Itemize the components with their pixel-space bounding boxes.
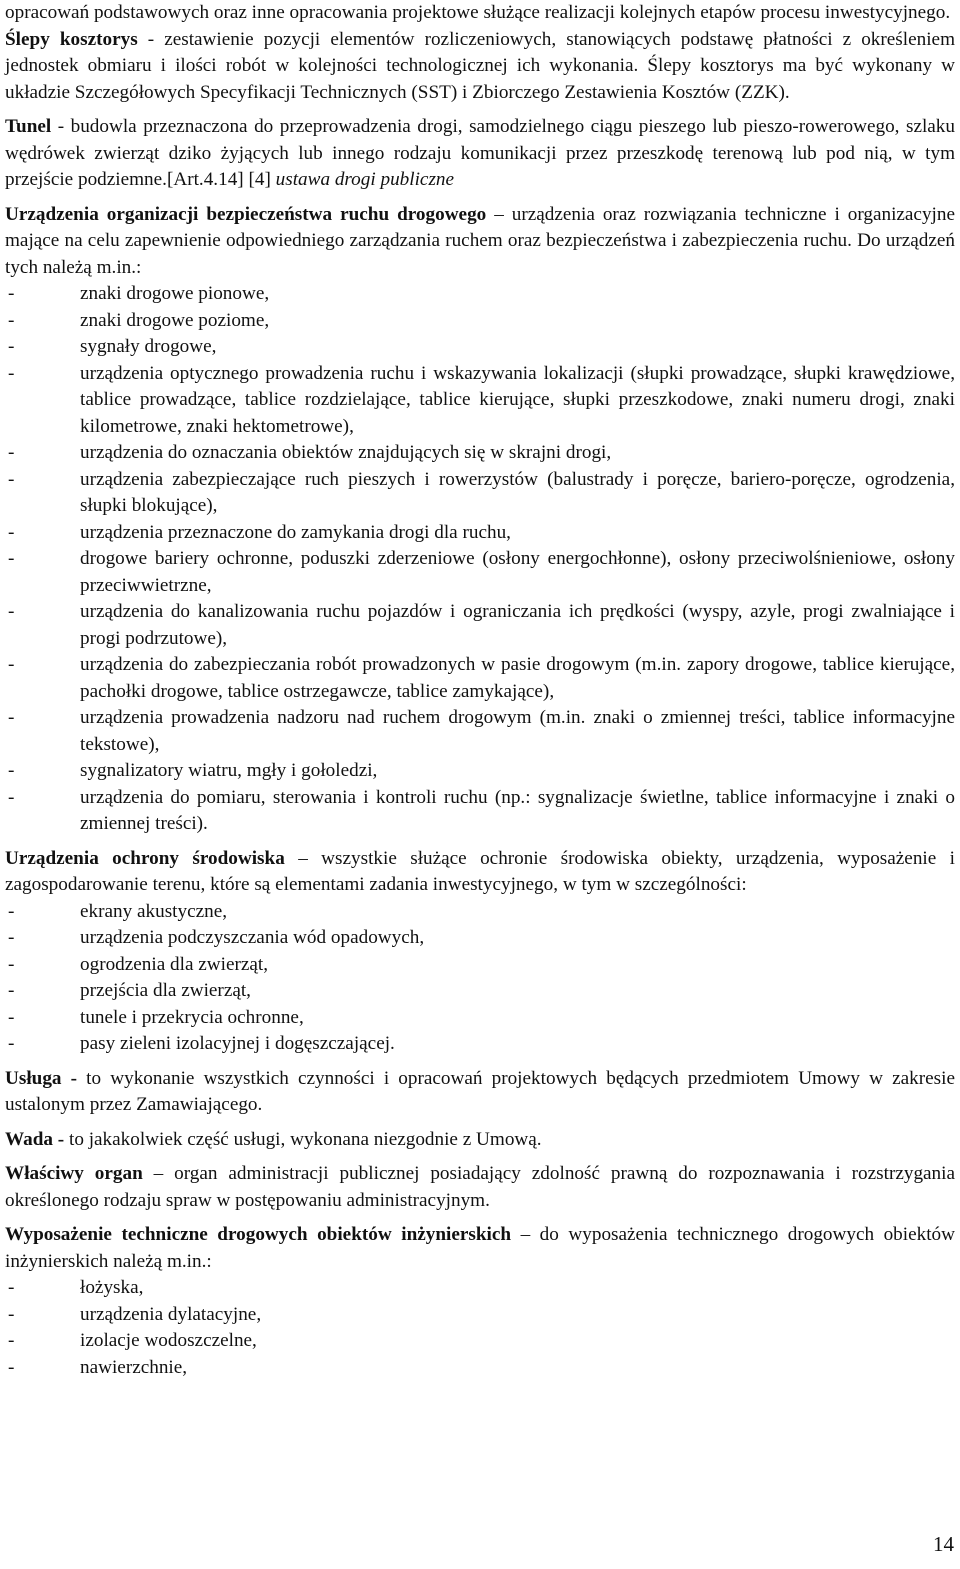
term-wlasciwy-organ: Właściwy organ bbox=[5, 1163, 143, 1184]
definition-text: – urządzenia oraz rozwiązania techniczne i organizacyjne mające na celu zapewnienie odpowiedniego zarządzania ruchem oraz bezpieczeństwa i zabezpieczenia ruchu. Do urządzeń tych należą m.in.: bbox=[5, 203, 955, 278]
list-item: - urządzenia podczyszczania wód opadowych, bbox=[5, 925, 955, 952]
list-item: - pasy zieleni izolacyjnej i dogęszczającej. bbox=[5, 1031, 955, 1058]
list-item: - urządzenia optycznego prowadzenia ruchu i wskazywania lokalizacji (słupki prowadzące, słupki krawędziowe, tablice prowadzące, tablice rozdzielające, tablice kierujące, słupki przeszkodowe, znaki numeru drogi, znaki kilometrowe, znaki hektometrowe), bbox=[5, 361, 955, 441]
list-item: - urządzenia do zabezpieczania robót prowadzonych w pasie drogowym (m.in. zapory drogowe, tablice kierujące, pachołki drogowe, tablice ostrzegawcze, tablice zamykające), bbox=[5, 652, 955, 705]
definition-text: – wszystkie służące ochronie środowiska obiekty, urządzenia, wyposażenie i zagospodarowanie terenu, które są elementami zadania inwestycyjnego, w tym w szczególności: bbox=[5, 847, 955, 895]
list-item: - nawierzchnie, bbox=[5, 1355, 955, 1382]
list-item: - przejścia dla zwierząt, bbox=[5, 978, 955, 1005]
definition-urzadzenia-ochrony bbox=[5, 846, 955, 899]
document-page bbox=[5, 0, 955, 1381]
list-item: - tunele i przekrycia ochronne, bbox=[5, 1005, 955, 1032]
list-item: - ogrodzenia dla zwierząt, bbox=[5, 952, 955, 979]
list-item: - urządzenia do kanalizowania ruchu pojazdów i ograniczania ich prędkości (wyspy, azyle, progi zwalniające i progi podrzutowe), bbox=[5, 599, 955, 652]
term-tunel: Tunel bbox=[5, 116, 52, 137]
term-urzadzenia-ochrony: Urządzenia ochrony środowiska bbox=[5, 847, 285, 869]
definition-wyposazenie bbox=[5, 1222, 955, 1275]
list-item: - urządzenia do pomiaru, sterowania i kontroli ruchu (np.: sygnalizacje świetlne, tablice informacyjne i znaki o zmiennej treści). bbox=[5, 785, 955, 838]
list-item: - urządzenia dylatacyjne, bbox=[5, 1302, 955, 1329]
definition-text: – organ administracji publicznej posiadający zdolność prawną do rozpoznawania i rozstrzygania określonego rodzaju spraw w postępowaniu administracyjnym. bbox=[5, 1163, 955, 1211]
list-item: - urządzenia prowadzenia nadzoru nad ruchem drogowym (m.in. znaki o zmiennej treści, tablice informacyjne tekstowe), bbox=[5, 705, 955, 758]
list-item: - urządzenia zabezpieczające ruch pieszych i rowerzystów (balustrady i poręcze, bariero-poręcze, ogrodzenia, słupki blokujące), bbox=[5, 467, 955, 520]
term-usluga: Usługa - bbox=[5, 1067, 78, 1089]
definition-text: to wykonanie wszystkich czynności i opracowań projektowych będących przedmiotem Umowy w zakresie ustalonym przez Zamawiającego. bbox=[5, 1067, 955, 1115]
definition-slepy-kosztorys bbox=[5, 27, 955, 107]
term-wyposazenie: Wyposażenie techniczne drogowych obiektów inżynierskich bbox=[5, 1224, 512, 1245]
definition-text: - budowla przeznaczona do przeprowadzenia drogi, samodzielnego ciągu pieszego lub pieszo-rowerowego, szlaku wędrówek zwierząt dziko żyjących lub innego rodzaju komunikacji przez przeszkodę terenową lub pod nią, w tym przejście podziemne.[Art.4.14] [4] bbox=[5, 116, 955, 190]
list-item: - sygnalizatory wiatru, mgły i gołoledzi, bbox=[5, 758, 955, 785]
definition-urzadzenia-brd bbox=[5, 202, 955, 282]
list-item: - izolacje wodoszczelne, bbox=[5, 1328, 955, 1355]
term-urzadzenia-brd: Urządzenia organizacji bezpieczeństwa ruchu drogowego bbox=[5, 203, 487, 225]
definition-wada bbox=[5, 1127, 955, 1154]
continuation-paragraph: opracowań podstawowych oraz inne opracowania projektowe służące realizacji kolejnych etapów procesu inwestycyjnego. bbox=[5, 2, 951, 23]
definition-text: – do wyposażenia technicznego drogowych obiektów inżynierskich należą m.in.: bbox=[5, 1224, 956, 1272]
definition-tunel bbox=[5, 114, 955, 194]
page-number: 14 bbox=[933, 1532, 954, 1556]
brd-list bbox=[5, 281, 955, 838]
source-reference: ustawa drogi publiczne bbox=[275, 169, 455, 190]
list-item: - znaki drogowe pionowe, bbox=[5, 281, 955, 308]
wyposazenie-list bbox=[5, 1275, 955, 1381]
term-slepy-kosztorys: Ślepy kosztorys bbox=[5, 28, 138, 50]
definition-text: - zestawienie pozycji elementów rozliczeniowych, stanowiących podstawę płatności z określeniem jednostek obmiaru i ilości robót w kolejności technologicznej ich wykonania. Ślepy kosztorys ma być wykonany w układzie Szczegółowych Specyfikacji Technicznych (SST) i Zbiorczego Zestawienia Kosztów (ZZK). bbox=[5, 28, 955, 103]
list-item: - urządzenia do oznaczania obiektów znajdujących się w skrajni drogi, bbox=[5, 440, 955, 467]
list-item: - łożyska, bbox=[5, 1275, 955, 1302]
list-item: - drogowe bariery ochronne, poduszki zderzeniowe (osłony energochłonne), osłony przeciwolśnieniowe, osłony przeciwwietrzne, bbox=[5, 546, 955, 599]
definition-text: to jakakolwiek część usługi, wykonana niezgodnie z Umową. bbox=[64, 1128, 542, 1150]
list-item: - sygnały drogowe, bbox=[5, 334, 955, 361]
term-wada: Wada - bbox=[5, 1128, 65, 1150]
list-item: - ekrany akustyczne, bbox=[5, 899, 955, 926]
definition-wlasciwy-organ bbox=[5, 1161, 955, 1214]
list-item: - urządzenia przeznaczone do zamykania drogi dla ruchu, bbox=[5, 520, 955, 547]
list-item: - znaki drogowe poziome, bbox=[5, 308, 955, 335]
definition-usluga bbox=[5, 1066, 955, 1119]
ochrona-list bbox=[5, 899, 955, 1058]
